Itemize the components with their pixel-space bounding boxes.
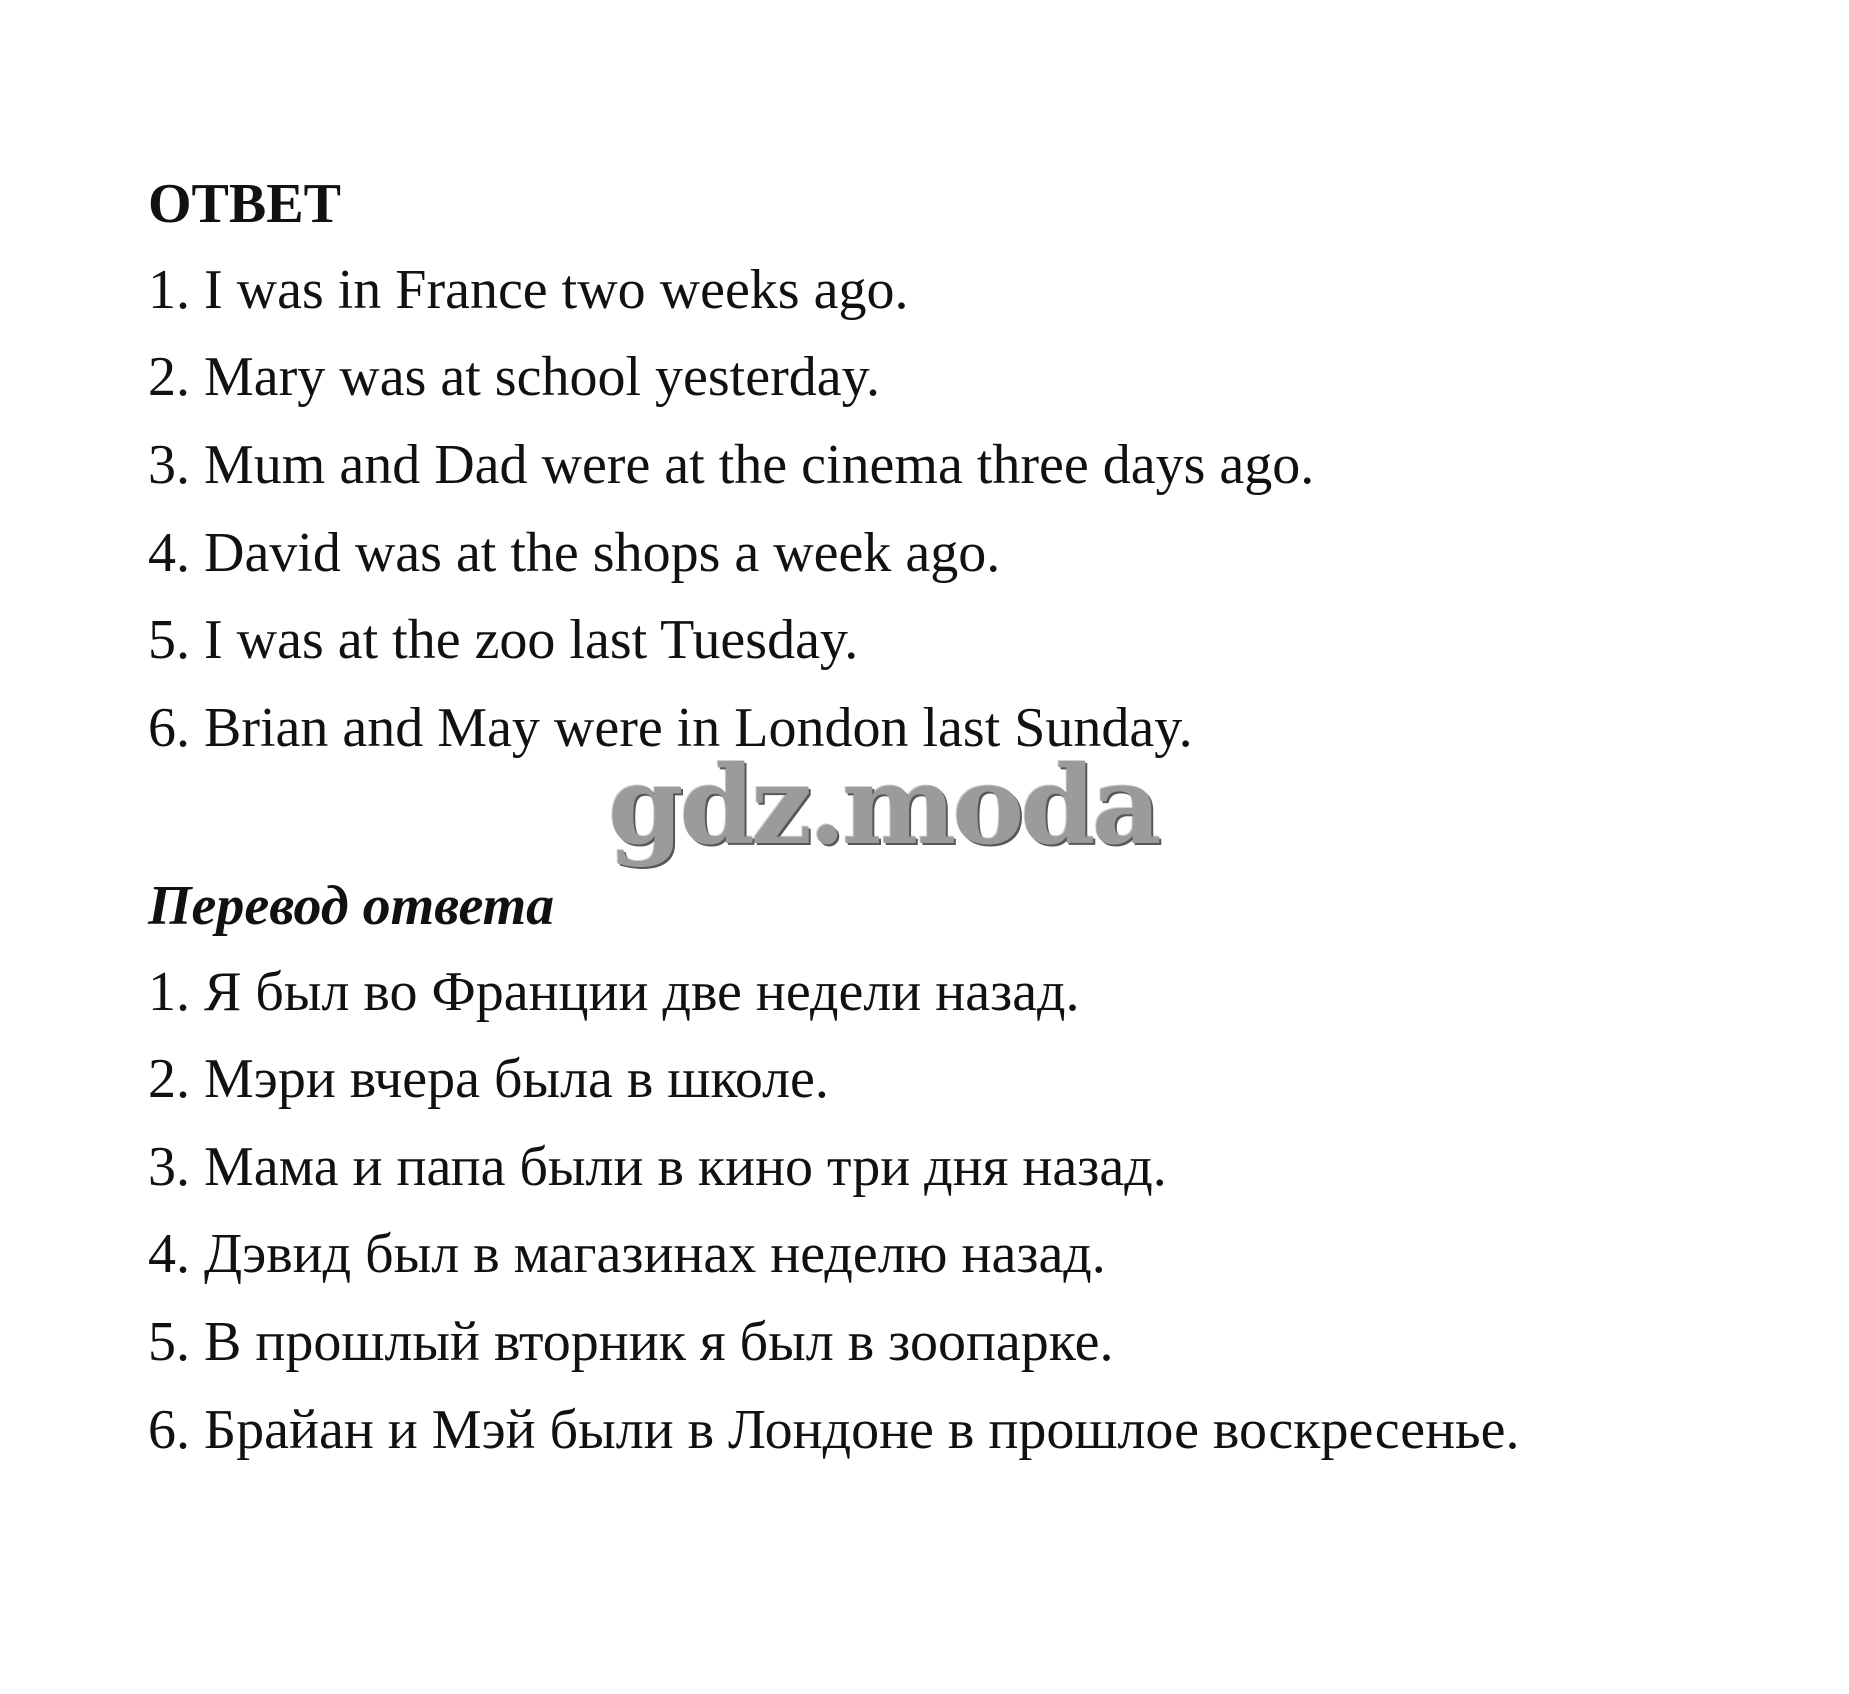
answer-line-4: 4. David was at the shops a week ago.: [148, 522, 1001, 584]
translation-line-5: 5. В прошлый вторник я был в зоопарке.: [148, 1311, 1114, 1373]
watermark-logo: gdz.moda: [608, 743, 1158, 869]
answer-line-5: 5. I was at the zoo last Tuesday.: [148, 609, 859, 671]
translation-line-3: 3. Мама и папа были в кино три дня назад.: [148, 1136, 1167, 1198]
answer-heading: ОТВЕТ: [148, 173, 341, 235]
answer-line-3: 3. Mum and Dad were at the cinema three days ago.: [148, 434, 1315, 496]
answer-line-6: 6. Brian and May were in London last Sunday.: [148, 697, 1193, 759]
translation-heading: Перевод ответа: [148, 875, 555, 937]
answer-line-2: 2. Mary was at school yesterday.: [148, 346, 880, 408]
translation-line-2: 2. Мэри вчера была в школе.: [148, 1048, 829, 1110]
answer-line-1: 1. I was in France two weeks ago.: [148, 259, 909, 321]
translation-line-1: 1. Я был во Франции две недели назад.: [148, 961, 1080, 1023]
translation-line-4: 4. Дэвид был в магазинах неделю назад.: [148, 1223, 1106, 1285]
translation-line-6: 6. Брайан и Мэй были в Лондоне в прошлое воскресенье.: [148, 1399, 1520, 1461]
